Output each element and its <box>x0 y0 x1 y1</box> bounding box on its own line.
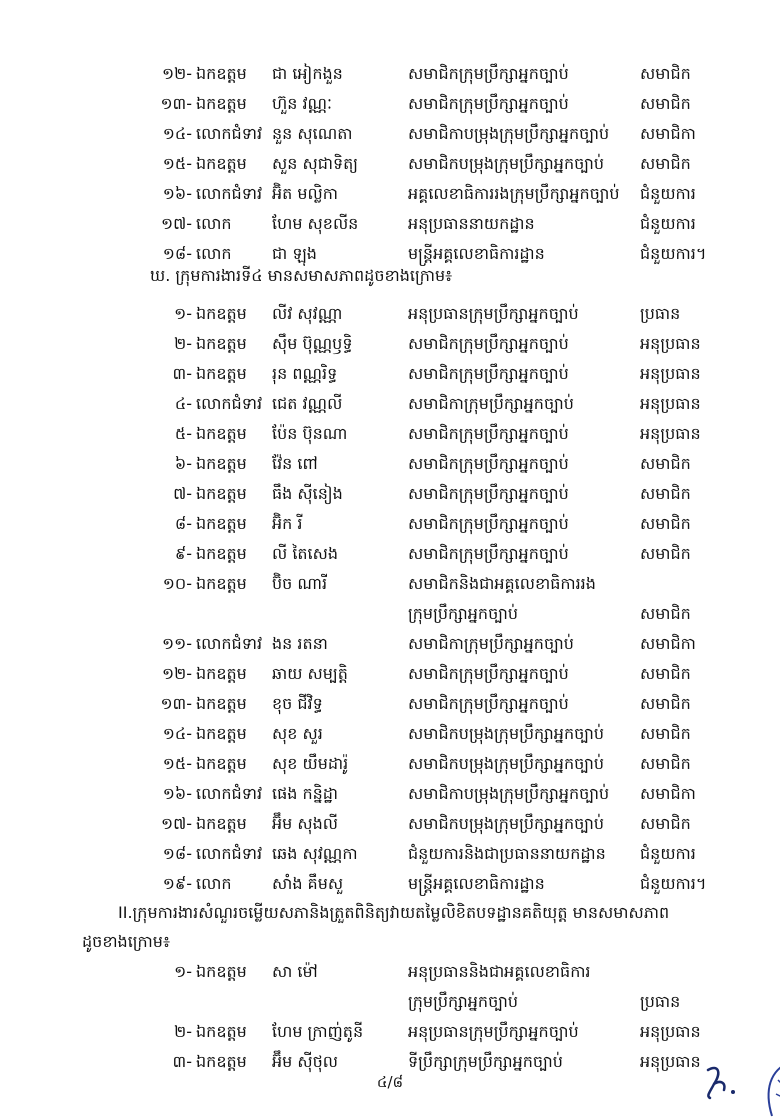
member-row-continuation <box>0 600 780 628</box>
member-num: ២- <box>174 1022 192 1041</box>
member-title: លោកជំទាវ <box>196 124 263 143</box>
member-row <box>0 90 780 118</box>
member-role-continuation: ក្រុមប្រឹក្សាអ្នកច្បាប់ <box>408 604 518 623</box>
member-num: ៥- <box>174 424 192 443</box>
member-num: ៨- <box>174 514 192 533</box>
member-title: លោកជំទាវ <box>196 184 263 203</box>
member-num: ១២- <box>162 64 192 83</box>
member-title: ឯកឧត្តម <box>196 304 247 323</box>
member-num: ១៨- <box>162 244 192 263</box>
member-row <box>0 720 780 748</box>
member-title: ឯកឧត្តម <box>196 454 247 473</box>
member-title: ឯកឧត្តម <box>196 962 247 981</box>
member-role: សមាជិកក្រុមប្រឹក្សាអ្នកច្បាប់ <box>408 364 569 383</box>
member-role: ជំនួយការនិងជាប្រធាននាយកដ្ឋាន <box>408 844 606 863</box>
member-name: វ៉ែន ពៅ <box>272 454 318 473</box>
member-name: ប៉ែន ប៊ុនណា <box>272 424 348 443</box>
member-num: ៣- <box>172 1052 192 1071</box>
member-title: ឯកឧត្តម <box>196 724 247 743</box>
member-name: សុខ សួរ <box>272 724 323 743</box>
member-num: ១- <box>174 304 192 323</box>
member-pos: សមាជិកា <box>640 634 696 653</box>
member-role: អនុប្រធានក្រុមប្រឹក្សាអ្នកច្បាប់ <box>408 1022 579 1041</box>
member-name: លីវ សុវណ្ណា <box>272 304 343 323</box>
member-pos: ប្រធាន <box>640 304 681 323</box>
member-role: មន្ត្រីអគ្គលេខាធិការដ្ឋាន <box>408 874 545 893</box>
member-row <box>0 390 780 418</box>
member-row <box>0 1048 780 1076</box>
section-2-heading-line1: II.ក្រុមការងារសំណួរចម្លើយសភានិងត្រួតពិនិត្យវាយតម្លៃលិខិតបទដ្ឋានគតិយុត្ត មានសមាសភាព <box>118 903 670 922</box>
member-name: សាំង គឹមសួ <box>272 874 344 893</box>
member-role: ទីប្រឹក្សាក្រុមប្រឹក្សាអ្នកច្បាប់ <box>408 1052 563 1071</box>
member-title: ឯកឧត្តម <box>196 424 247 443</box>
member-role: សមាជិកក្រុមប្រឹក្សាអ្នកច្បាប់ <box>408 94 569 113</box>
member-num: ១០- <box>162 574 192 593</box>
member-title: លោក <box>196 244 232 263</box>
member-pos: សមាជិក <box>640 604 691 623</box>
member-num: ១៦- <box>162 784 192 803</box>
member-row <box>0 958 780 986</box>
member-title: ឯកឧត្តម <box>196 574 247 593</box>
member-pos: សមាជិក <box>640 484 691 503</box>
member-name: រុន ពណ្ណរិទ្ធ <box>272 364 338 383</box>
member-row <box>0 570 780 598</box>
member-row <box>0 540 780 568</box>
member-pos: សមាជិក <box>640 64 691 83</box>
member-title: ឯកឧត្តម <box>196 1052 247 1071</box>
member-row <box>0 510 780 538</box>
member-role: សមាជិកក្រុមប្រឹក្សាអ្នកច្បាប់ <box>408 514 569 533</box>
member-row <box>0 330 780 358</box>
member-title: លោកជំទាវ <box>196 394 263 413</box>
member-role: សមាជិកាក្រុមប្រឹក្សាអ្នកច្បាប់ <box>408 394 574 413</box>
member-title: ឯកឧត្តម <box>196 364 247 383</box>
member-pos: អនុប្រធាន <box>640 1022 701 1041</box>
member-title: ឯកឧត្តម <box>196 154 247 173</box>
member-num: ១៤- <box>162 124 192 143</box>
member-role: សមាជិកបម្រុងក្រុមប្រឹក្សាអ្នកច្បាប់ <box>408 754 605 773</box>
member-title: លោក <box>196 214 232 233</box>
signature-icon <box>700 1062 740 1102</box>
member-name: ស៊ឹម ប៊ុណ្ណឫទ្ធិ <box>272 334 353 353</box>
member-role: សមាជិកក្រុមប្រឹក្សាអ្នកច្បាប់ <box>408 664 569 683</box>
member-role: សមាជិកក្រុមប្រឹក្សាអ្នកច្បាប់ <box>408 424 569 443</box>
member-pos: សមាជិក <box>640 664 691 683</box>
member-role: សមាជិកក្រុមប្រឹក្សាអ្នកច្បាប់ <box>408 454 569 473</box>
member-role: អគ្គលេខាធិការរងក្រុមប្រឹក្សាអ្នកច្បាប់ <box>408 184 620 203</box>
member-num: ១៩- <box>162 874 192 893</box>
member-role: សមាជិកក្រុមប្រឹក្សាអ្នកច្បាប់ <box>408 334 569 353</box>
member-name: ខុច ជីវិទ្ធ <box>272 694 323 713</box>
member-pos: ជំនួយការ <box>640 214 696 233</box>
member-pos: អនុប្រធាន <box>640 394 701 413</box>
member-num: ១១- <box>162 634 192 653</box>
member-title: លោកជំទាវ <box>196 784 263 803</box>
member-title: ឯកឧត្តម <box>196 94 247 113</box>
member-num: ១៧- <box>160 214 192 233</box>
member-num: ១៤- <box>162 724 192 743</box>
member-name: ជេត វណ្ណលី <box>272 394 343 413</box>
member-role: សមាជិកបម្រុងក្រុមប្រឹក្សាអ្នកច្បាប់ <box>408 724 605 743</box>
member-name: ជា ឡុង <box>272 244 317 263</box>
member-pos: សមាជិក <box>640 754 691 773</box>
member-row <box>0 300 780 328</box>
member-pos: សមាជិក <box>640 154 691 173</box>
member-role: អនុប្រធាននិងជាអគ្គលេខាធិការ <box>408 962 591 981</box>
page-number: ៤/៨ <box>376 1073 404 1091</box>
member-pos: អនុប្រធាន <box>640 334 701 353</box>
member-num: ៤- <box>174 394 192 413</box>
member-name: ផេង កន្និដ្ឋា <box>272 784 339 803</box>
member-pos: សមាជិកា <box>640 124 696 143</box>
member-pos: សមាជិក <box>640 94 691 113</box>
member-row <box>0 840 780 868</box>
member-row <box>0 690 780 718</box>
member-role: សមាជិកាក្រុមប្រឹក្សាអ្នកច្បាប់ <box>408 634 574 653</box>
member-title: ឯកឧត្តម <box>196 334 247 353</box>
member-num: ៩- <box>174 544 192 563</box>
member-row-continuation <box>0 988 780 1016</box>
member-name: អ៊ឹម សុងលី <box>272 814 339 833</box>
member-row <box>0 360 780 388</box>
member-row <box>0 180 780 208</box>
member-row <box>0 210 780 238</box>
member-name: សួន សុជាទិត្យ <box>272 154 359 173</box>
member-num: ១៣- <box>160 94 192 113</box>
member-num: ១៧- <box>160 814 192 833</box>
member-name: ហែម សុខលីន <box>272 214 359 233</box>
member-pos: ជំនួយការ <box>640 844 696 863</box>
member-pos: សមាជិក <box>640 544 691 563</box>
member-num: ៣- <box>172 364 192 383</box>
member-role: សមាជិកបម្រុងក្រុមប្រឹក្សាអ្នកច្បាប់ <box>408 154 605 173</box>
member-name: ឆេង សុវណ្ណកា <box>272 844 358 863</box>
member-num: ១៥- <box>162 154 192 173</box>
member-name: សុខ យឹមដារ៉ូ <box>272 754 349 773</box>
member-role: សមាជិកក្រុមប្រឹក្សាអ្នកច្បាប់ <box>408 694 569 713</box>
member-row <box>0 810 780 838</box>
member-pos: សមាជិក <box>640 694 691 713</box>
member-row <box>0 150 780 178</box>
member-title: ឯកឧត្តម <box>196 484 247 503</box>
member-name: ងន រតនា <box>272 634 328 653</box>
member-num: ១៥- <box>162 754 192 773</box>
member-role: សមាជិកបម្រុងក្រុមប្រឹក្សាអ្នកច្បាប់ <box>408 814 605 833</box>
member-row <box>0 660 780 688</box>
member-name: ធឹង ស៊ីនៀង <box>272 484 343 503</box>
member-title: ឯកឧត្តម <box>196 64 247 83</box>
member-name: ជា អៀកងួន <box>272 64 343 83</box>
member-role: សមាជិកាបម្រុងក្រុមប្រឹក្សាអ្នកច្បាប់ <box>408 124 610 143</box>
stamp-icon <box>760 1060 780 1120</box>
member-name: ហែម ក្រាញ់តូនី <box>272 1022 364 1041</box>
member-num: ១- <box>174 962 192 981</box>
member-name: ហ៊ួន វណ្ណៈ <box>272 94 332 113</box>
member-pos: សមាជិក <box>640 454 691 473</box>
member-pos: ជំនួយការ <box>640 184 696 203</box>
member-name: អ៊ិត មល្លិកា <box>272 184 339 203</box>
member-row <box>0 870 780 898</box>
member-num: ១៦- <box>162 184 192 203</box>
member-name: នួន សុណេតា <box>272 124 353 143</box>
member-pos: អនុប្រធាន <box>640 364 701 383</box>
member-pos: សមាជិក <box>640 724 691 743</box>
member-role: សមាជិកក្រុមប្រឹក្សាអ្នកច្បាប់ <box>408 64 569 83</box>
member-row <box>0 450 780 478</box>
member-role: អនុប្រធានក្រុមប្រឹក្សាអ្នកច្បាប់ <box>408 304 579 323</box>
member-name: ឆាយ សម្បត្តិ <box>272 664 348 683</box>
member-role: អនុប្រធាននាយកដ្ឋាន <box>408 214 535 233</box>
member-pos: សមាជិក <box>640 514 691 533</box>
member-role: មន្ត្រីអគ្គលេខាធិការដ្ឋាន <box>408 244 545 263</box>
member-name: ប៊ិច ណារី <box>272 574 328 593</box>
member-pos: អនុប្រធាន <box>640 1052 701 1071</box>
member-name: លី តៃសេង <box>272 544 339 563</box>
member-title: ឯកឧត្តម <box>196 694 247 713</box>
member-num: ១២- <box>162 664 192 683</box>
member-pos: ជំនួយការ។ <box>640 244 707 263</box>
member-row <box>0 60 780 88</box>
member-name: អ៊ិក រី <box>272 514 303 533</box>
member-title: ឯកឧត្តម <box>196 514 247 533</box>
member-num: ២- <box>174 334 192 353</box>
member-title: លោកជំទាវ <box>196 844 263 863</box>
member-name: អ៊ឹម ស៊ីថុល <box>272 1052 339 1071</box>
member-name: សា ម៉ៅ <box>272 962 318 981</box>
member-title: ឯកឧត្តម <box>196 544 247 563</box>
member-row <box>0 750 780 778</box>
member-pos: ជំនួយការ។ <box>640 874 707 893</box>
member-row <box>0 420 780 448</box>
member-row <box>0 630 780 658</box>
member-title: លោកជំទាវ <box>196 634 263 653</box>
member-role: សមាជិកាបម្រុងក្រុមប្រឹក្សាអ្នកច្បាប់ <box>408 784 610 803</box>
member-num: ៦- <box>174 454 192 473</box>
member-row <box>0 480 780 508</box>
member-pos: អនុប្រធាន <box>640 424 701 443</box>
member-role: សមាជិកក្រុមប្រឹក្សាអ្នកច្បាប់ <box>408 544 569 563</box>
member-row <box>0 780 780 808</box>
member-pos: សមាជិកា <box>640 784 696 803</box>
member-title: ឯកឧត្តម <box>196 814 247 833</box>
member-title: លោក <box>196 874 232 893</box>
member-num: ១៨- <box>162 844 192 863</box>
member-role: សមាជិកក្រុមប្រឹក្សាអ្នកច្បាប់ <box>408 484 569 503</box>
group-4-heading: ឃ. ក្រុមការងារទី៤ មានសមាសភាពដូចខាងក្រោម៖ <box>150 266 453 285</box>
member-num: ៧- <box>173 484 192 503</box>
member-title: ឯកឧត្តម <box>196 754 247 773</box>
member-role: សមាជិកនិងជាអគ្គលេខាធិការរង <box>408 574 596 593</box>
member-pos: សមាជិក <box>640 814 691 833</box>
member-row <box>0 120 780 148</box>
member-num: ១៣- <box>160 694 192 713</box>
member-title: ឯកឧត្តម <box>196 1022 247 1041</box>
member-title: ឯកឧត្តម <box>196 664 247 683</box>
section-2-heading-line2: ដូចខាងក្រោម៖ <box>82 932 170 951</box>
member-pos: ប្រធាន <box>640 992 681 1011</box>
member-role-continuation: ក្រុមប្រឹក្សាអ្នកច្បាប់ <box>408 992 518 1011</box>
member-row <box>0 1018 780 1046</box>
